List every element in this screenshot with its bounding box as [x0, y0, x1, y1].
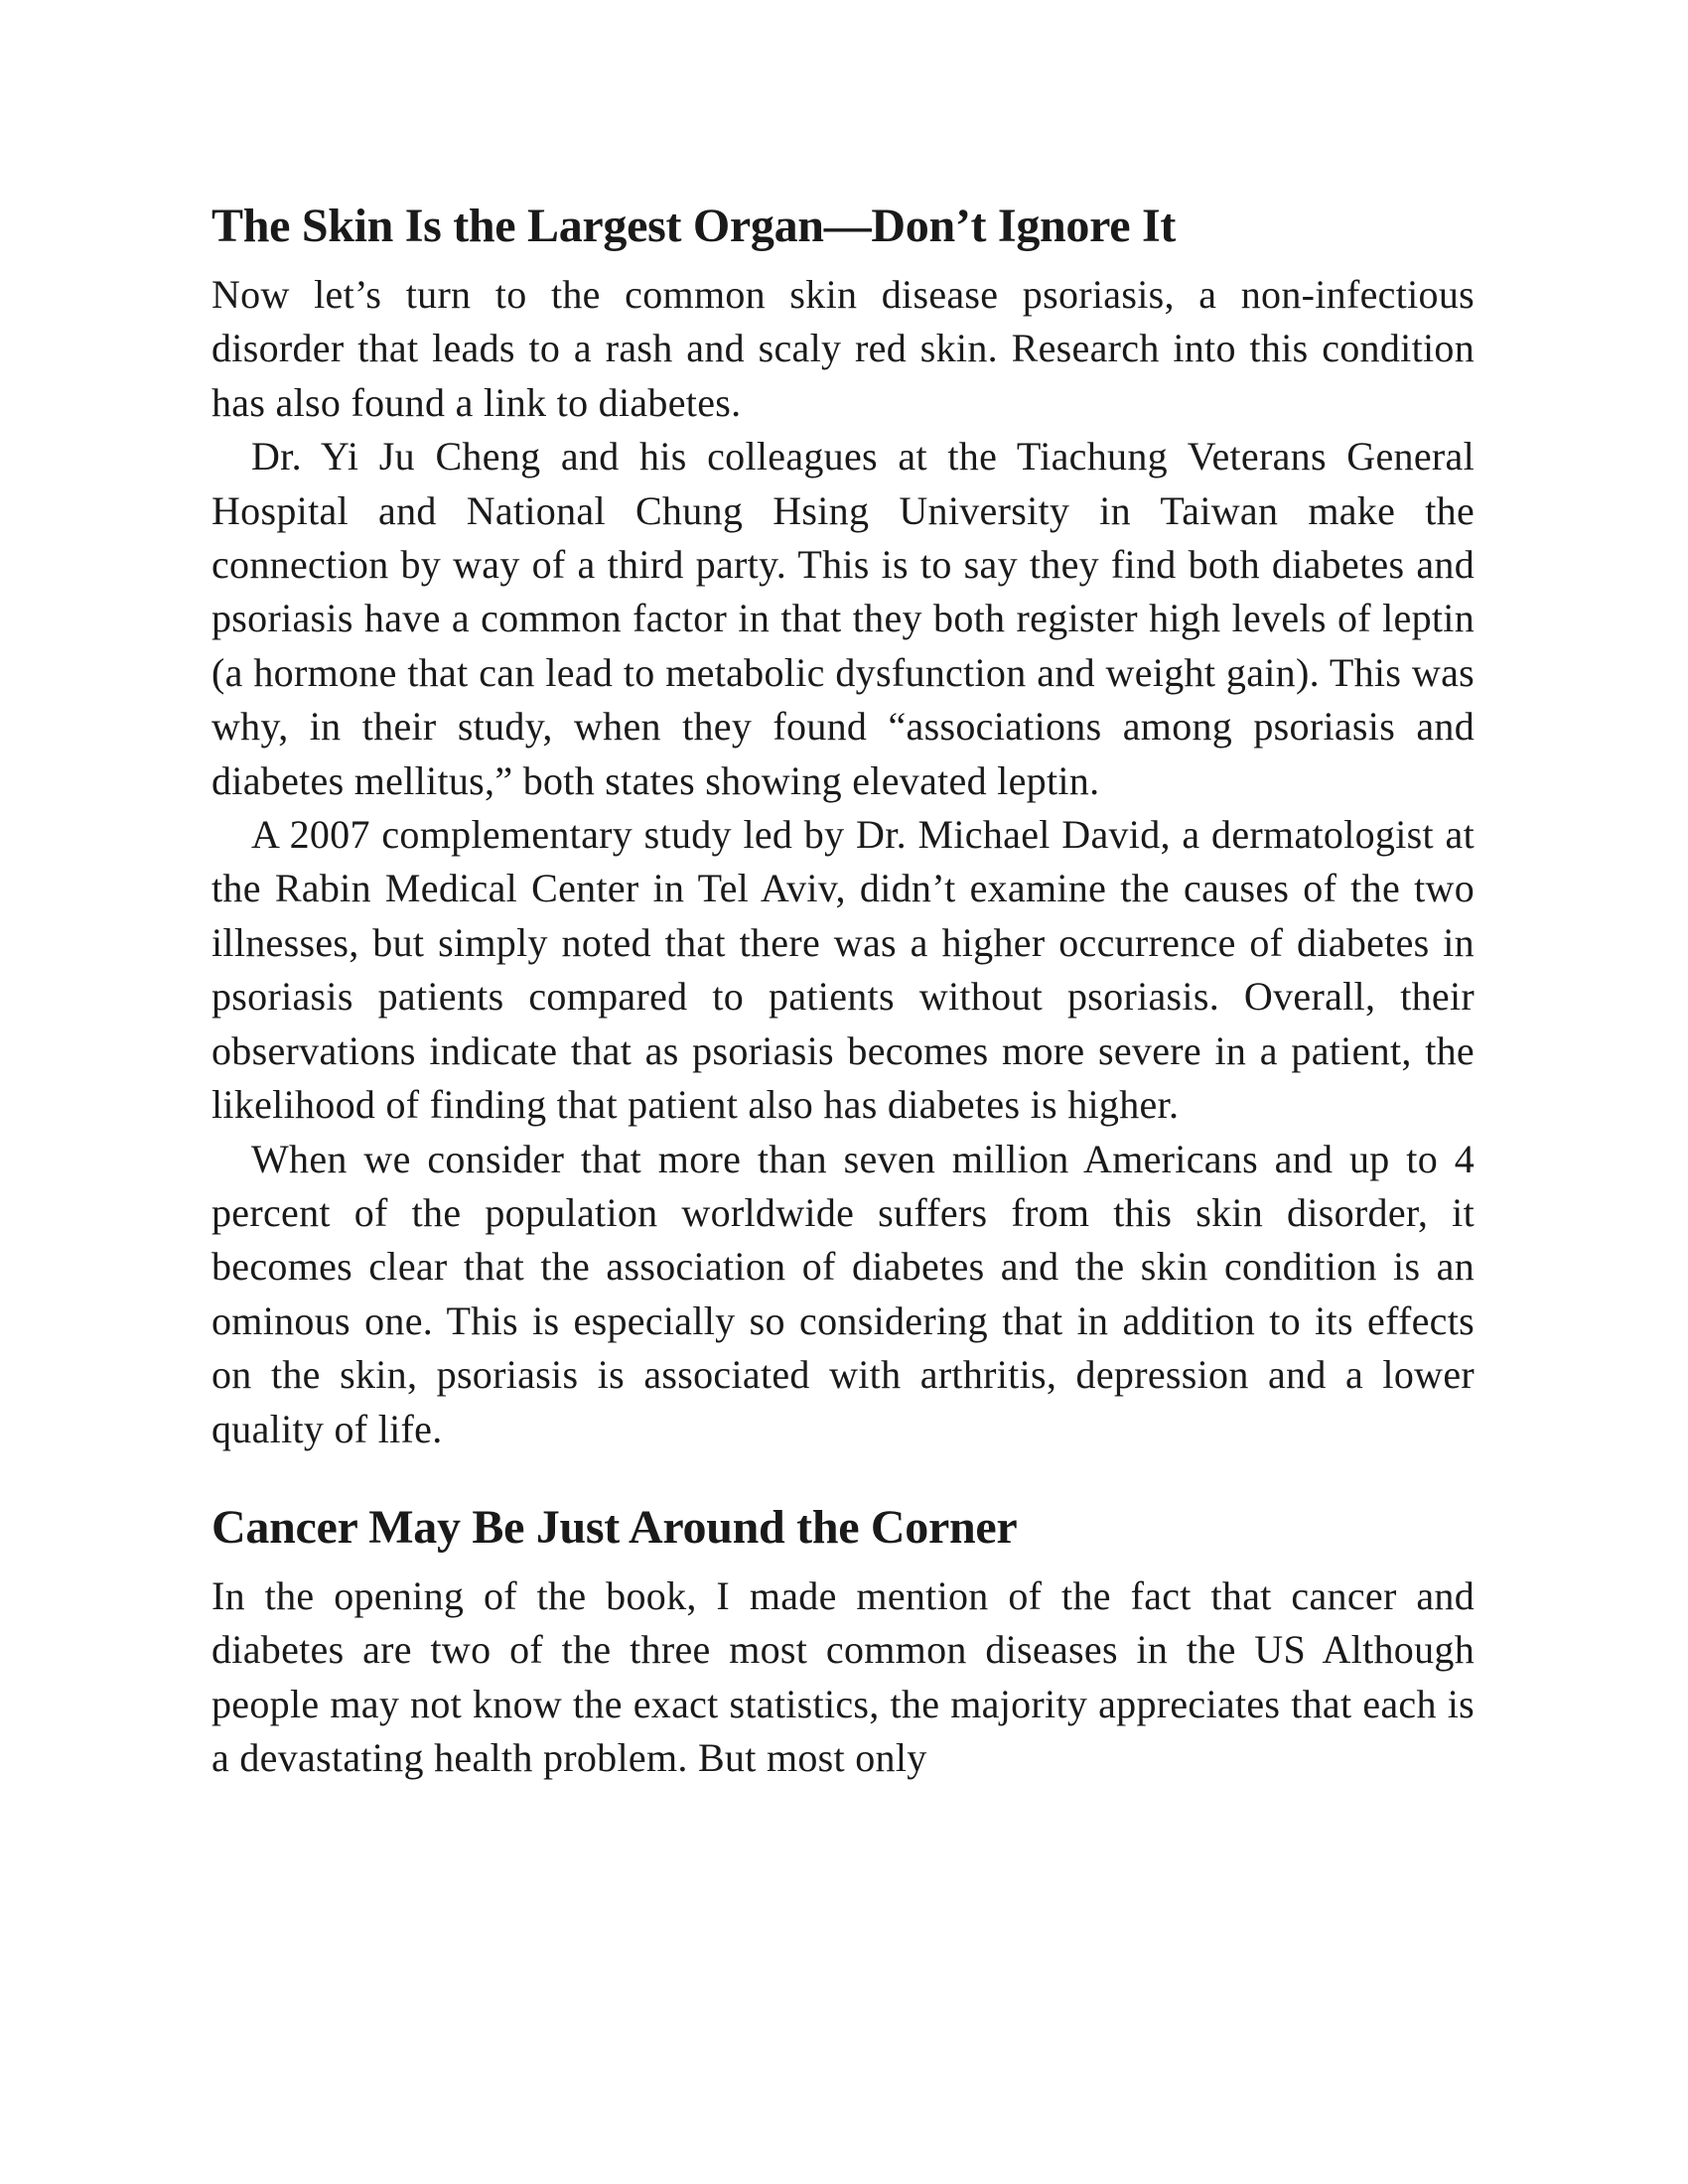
section-skin [211, 197, 1475, 1456]
paragraph: Now let’s turn to the common skin disease psoriasis, a non-infectious disorder that leads to a rash and scaly red skin. Research into this condition has also found a link to diabetes. [211, 272, 1475, 425]
section-heading: Cancer May Be Just Around the Corner [211, 1500, 1018, 1554]
section-cancer [211, 1498, 1475, 1786]
section-heading: The Skin Is the Largest Organ—Don’t Ignore It [211, 200, 1177, 252]
paragraph: When we consider that more than seven million Americans and up to 4 percent of the population worldwide suffers from this skin disorder, it becomes clear that the association of diabetes and the skin condition is an ominous one. This is especially so considering that in addition to its effects on the skin, psoriasis is associated with arthritis, depression and a lower quality of life. [211, 1136, 1475, 1451]
paragraph: A 2007 complementary study led by Dr. Michael David, a dermatologist at the Rabin Medical Center in Tel Aviv, didn’t examine the causes of the two illnesses, but simply noted that there was a higher occurrence of diabetes in psoriasis patients compared to patients without psoriasis. Overall, their observations indicate that as psoriasis becomes more severe in a patient, the likelihood of finding that patient also has diabetes is higher. [211, 812, 1475, 1128]
book-page [211, 197, 1475, 1786]
paragraph: In the opening of the book, I made mention of the fact that cancer and diabetes are two of the three most common diseases in the US Although people may not know the exact statistics, the majority appreciates that each is a devastating health problem. But most only [211, 1572, 1475, 1781]
paragraph: Dr. Yi Ju Cheng and his colleagues at the Tiachung Veterans General Hospital and National Chung Hsing University in Taiwan make the connection by way of a third party. This is to say they find both diabetes and psoriasis have a common factor in that they both register high levels of leptin (a hormone that can lead to metabolic dysfunction and weight gain). This was why, in their study, when they found “associations among psoriasis and diabetes mellitus,” both states showing elevated leptin. [211, 434, 1475, 803]
